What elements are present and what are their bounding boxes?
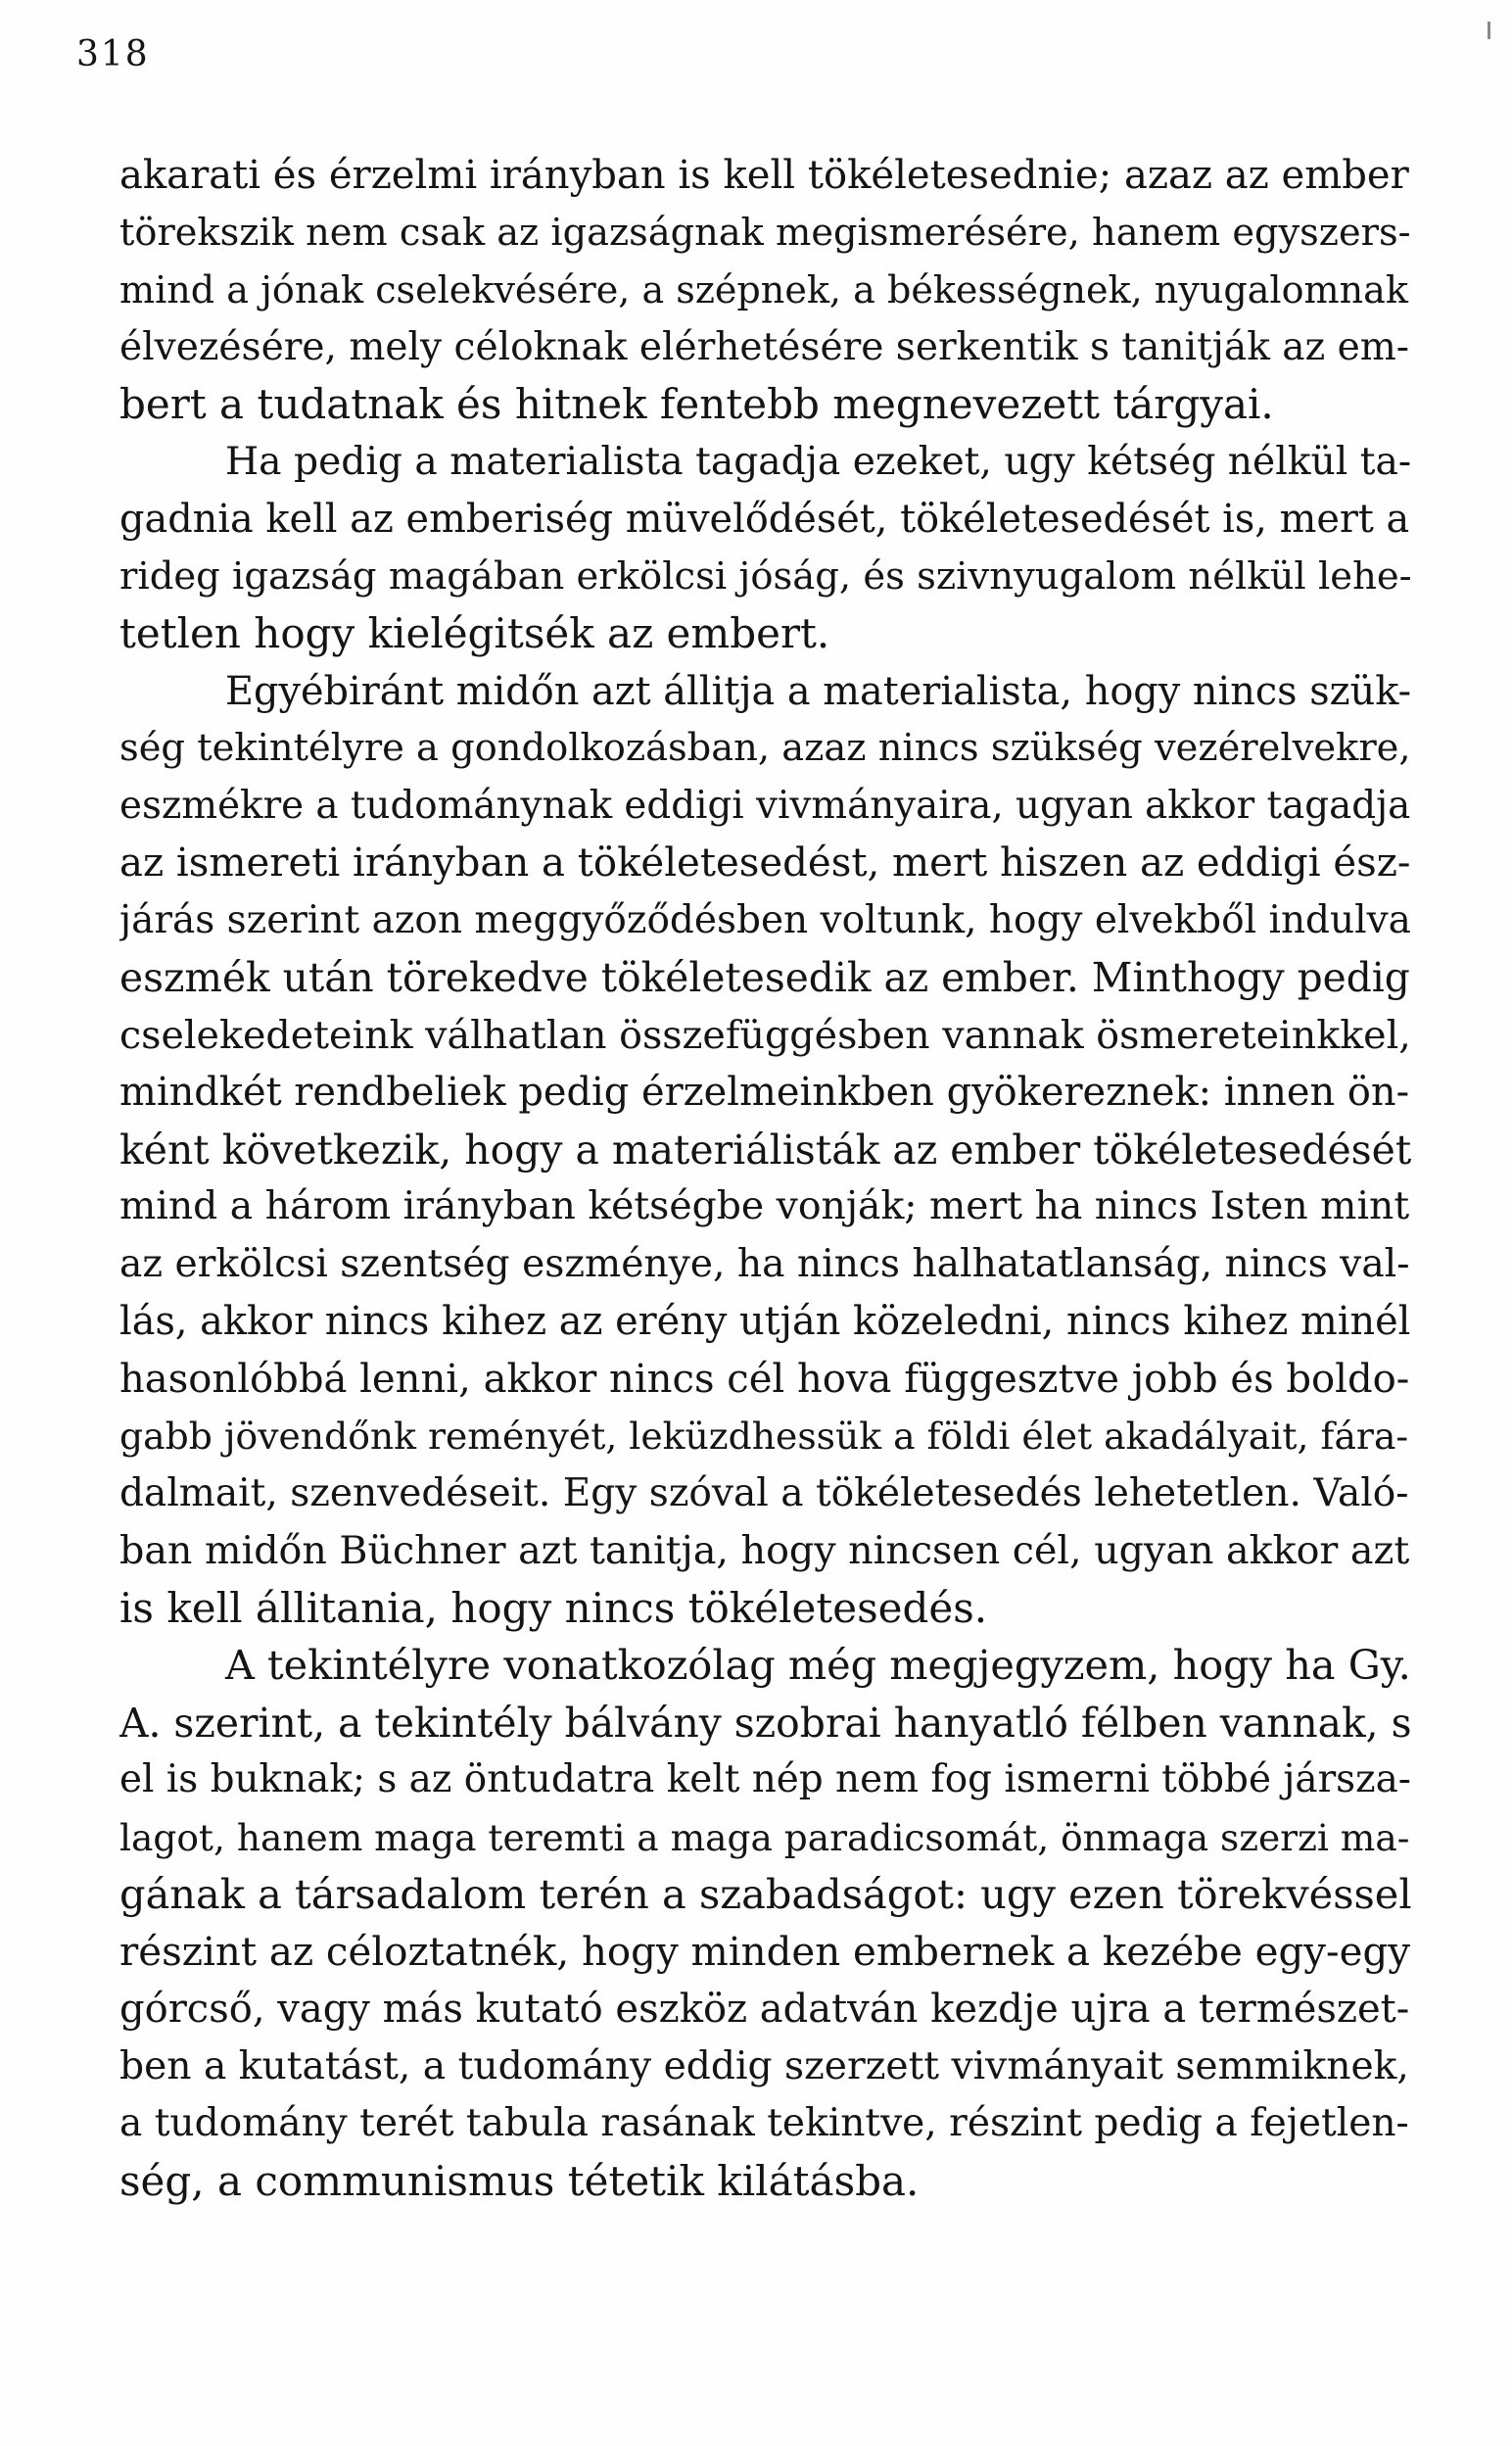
text-line: ség tekintélyre a gondolkozásban, azaz nincs szükség vezérelvekre, [119, 726, 1411, 770]
text-line: górcső, vagy más kutató eszköz adatván kezdje ujra a természet- [119, 1987, 1410, 2032]
text-line: az ismereti irányban a tökéletesedést, mert hiszen az eddigi ész- [119, 840, 1411, 886]
text-line: hasonlóbbá lenni, akkor nincs cél hova függesztve jobb és boldo- [119, 1356, 1410, 1402]
text-line: rideg igazság magában erkölcsi jóság, és szivnyugalom nélkül lehe- [119, 553, 1412, 599]
text-line: törekszik nem csak az igazságnak megismerésére, hanem egyszers- [119, 210, 1411, 255]
scan-mark [1488, 22, 1490, 39]
text-line: is kell állitania, hogy nincs tökéletesedés. [119, 1583, 988, 1632]
text-line: lás, akkor nincs kihez az erény utján közeledni, nincs kihez minél [119, 1299, 1411, 1344]
text-line: ban midőn Büchner azt tanitja, hogy nincsen cél, ugyan akkor azt [119, 1528, 1410, 1573]
body-text [119, 147, 1412, 2210]
text-line: ként következik, hogy a materiálisták az ember tökéletesedését [119, 1126, 1412, 1174]
text-line: ség, a communismus tétetik kilátásba. [119, 2156, 920, 2205]
text-line: ben a kutatást, a tudomány eddig szerzett vivmányait semmiknek, [119, 2043, 1409, 2088]
text-line: eszmékre a tudománynak eddigi vivmányaira, ugyan akkor tagadja [119, 783, 1411, 828]
text-line: gadnia kell az emberiség müvelődését, tökéletesedését is, mert a [119, 497, 1410, 542]
text-line: el is buknak; s az öntudatra kelt nép nem fog ismerni többé járszа- [119, 1757, 1411, 1801]
text-line: a tudomány terét tabula rasának tekintve, részint pedig a fejetlen- [119, 2101, 1409, 2145]
text-line: cselekedeteink válhatlan összefüggésben vannak ösmereteinkkel, [119, 1012, 1411, 1058]
text-line: mind a három irányban kétségbe vonják; mert ha nincs Isten mint [119, 1184, 1410, 1228]
text-line: lagot, hanem maga teremti a maga paradicsomát, önmaga szerzi ma- [119, 1815, 1410, 1859]
text-line: mind a jónak cselekvésére, a szépnek, a békességnek, nyugalomnak [119, 268, 1408, 312]
text-line: mindkét rendbeliek pedig érzelmeinkben gyökereznek: innen ön- [119, 1070, 1410, 1115]
text-line: gának a társadalom terén a szabadságot: ugy ezen törekvéssel [119, 1870, 1412, 1918]
text-line: élvezésére, mely céloknak elérhetésére serkentik s tanitják az em- [119, 324, 1409, 369]
text-line: az erkölcsi szentség eszménye, ha nincs halhatatlanság, nincs val- [119, 1241, 1410, 1286]
text-line: gabb jövendőnk reményét, leküzdhessük a földi élet akadályait, fára- [119, 1415, 1409, 1458]
text-line: dalmait, szenvedéseit. Egy szóval a tökéletesedés lehetetlen. Való- [119, 1470, 1409, 1515]
text-line: Egyébiránt midőn azt állitja a materialista, hogy nincs szük- [225, 668, 1412, 714]
text-line: eszmék után törekedve tökéletesedik az ember. Minthogy pedig [119, 954, 1410, 1001]
text-line: bert a tudatnak és hitnek fentebb megnevezett tárgyai. [119, 380, 1274, 428]
text-line: járás szerint azon meggyőződésben voltunk, hogy elvekből indulva [119, 897, 1411, 942]
text-line: akarati és érzelmi irányban is kell tökéletesednie; azaz az ember [119, 153, 1409, 198]
page-number: 318 [76, 34, 150, 74]
text-line: tetlen hogy kielégitsék az embert. [119, 609, 830, 657]
text-line: Ha pedig a materialista tagadja ezeket, ugy kétség nélkül ta- [225, 439, 1412, 484]
text-line: A. szerint, a tekintély bálvány szobrai hanyatló félben vannak, s [119, 1699, 1412, 1747]
text-line: A tekintélyre vonatkozólag még megjegyzem, hogy ha Gy. [225, 1642, 1411, 1689]
text-line: részint az céloztatnék, hogy minden embernek a kezébe egy-egy [119, 1928, 1411, 1975]
